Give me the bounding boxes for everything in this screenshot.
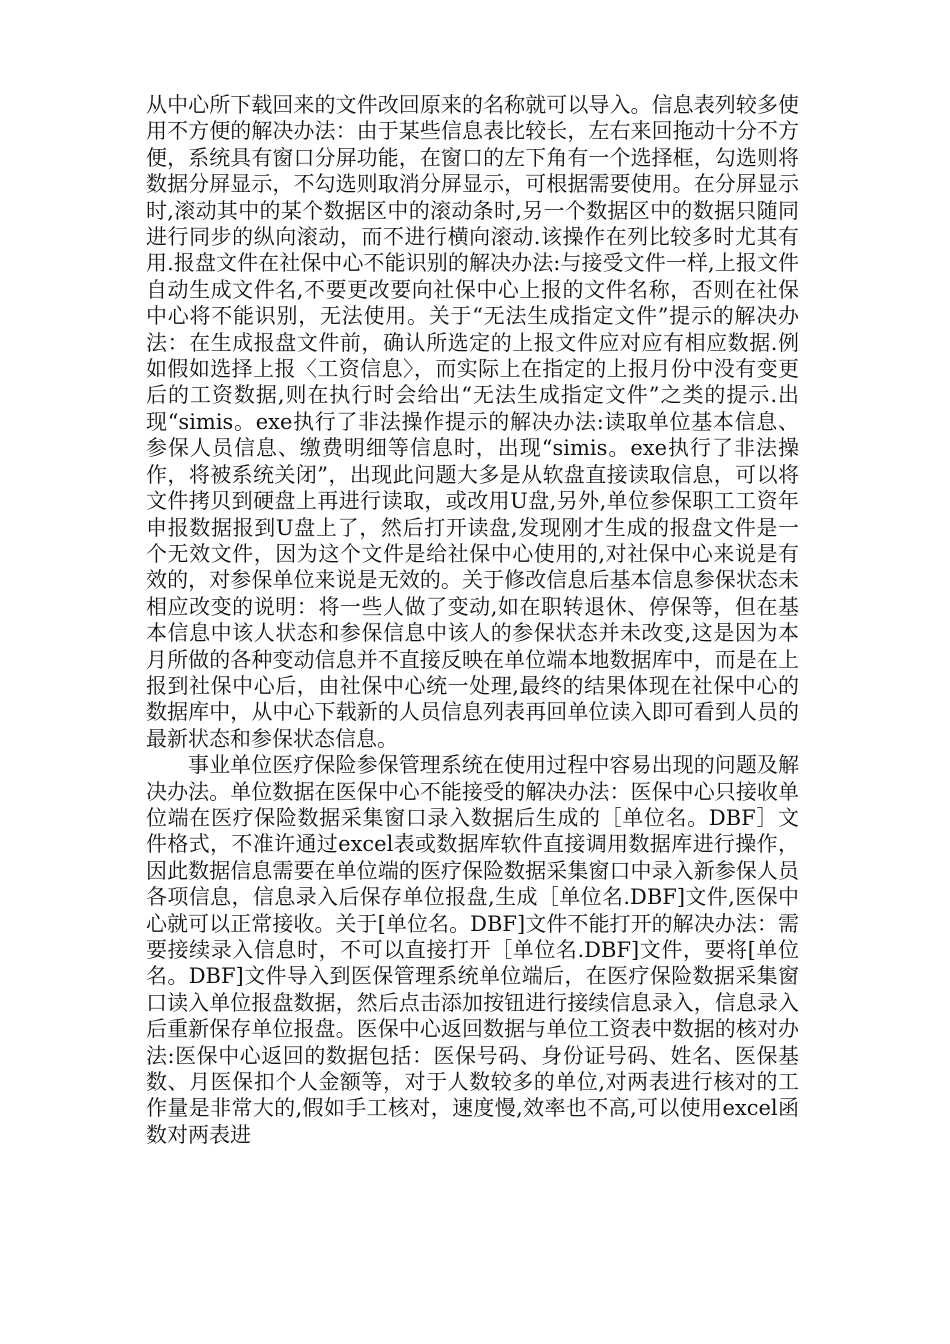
document-body <box>146 92 799 1148</box>
paragraph-medical-insurance: 事业单位医疗保险参保管理系统在使用过程中容易出现的问题及解决办法。单位数据在医保中心不能接受的解决办法：医保中心只接收单位端在医疗保险数据采集窗口录入数据后生成的［单位名。DBF］文件格式，不准许通过excel表或数据库软件直接调用数据库进行操作，因此数据信息需要在单位端的医疗保险数据采集窗口中录入新参保人员各项信息，信息录入后保存单位报盘,生成［单位名.DBF]文件,医保中心就可以正常接收。关于[单位名。DBF]文件不能打开的解决办法：需要接续录入信息时，不可以直接打开［单位名.DBF]文件，要将[单位名。DBF]文件导入到医保管理系统单位端后，在医疗保险数据采集窗口读入单位报盘数据，然后点击添加按钮进行接续信息录入，信息录入后重新保存单位报盘。医保中心返回数据与单位工资表中数据的核对办法:医保中心返回的数据包括：医保号码、身份证号码、姓名、医保基数、月医保扣个人金额等，对于人数较多的单位,对两表进行核对的工作量是非常大的,假如手工核对，速度慢,效率也不高,可以使用excel函数对两表进 <box>146 753 799 1147</box>
paragraph-social-insurance: 从中心所下载回来的文件改回原来的名称就可以导入。信息表列较多使用不方便的解决办法：由于某些信息表比较长，左右来回拖动十分不方便，系统具有窗口分屏功能，在窗口的左下角有一个选择框，勾选则将数据分屏显示，不勾选则取消分屏显示，可根据需要使用。在分屏显示时,滚动其中的某个数据区中的滚动条时,另一个数据区中的数据只随同进行同步的纵向滚动，而不进行横向滚动.该操作在列比较多时尤其有用.报盘文件在社保中心不能识别的解决办法:与接受文件一样,上报文件自动生成文件名,不要更改要向社保中心上报的文件名称，否则在社保中心将不能识别，无法使用。关于“无法生成指定文件”提示的解决办法：在生成报盘文件前，确认所选定的上报文件应对应有相应数据.例如假如选择上报〈工资信息〉，而实际上在指定的上报月份中没有变更后的工资数据,则在执行时会给出“无法生成指定文件”之类的提示.出现“simis。exe执行了非法操作提示的解决办法:读取单位基本信息、参保人员信息、缴费明细等信息时，出现“simis。exe执行了非法操作，将被系统关闭”，出现此问题大多是从软盘直接读取信息，可以将文件拷贝到硬盘上再进行读取，或改用U盘,另外,单位参保职工工资年申报数据报到U盘上了，然后打开读盘,发现刚才生成的报盘文件是一个无效文件，因为这个文件是给社保中心使用的,对社保中心来说是有效的，对参保单位来说是无效的。关于修改信息后基本信息参保状态未相应改变的说明：将一些人做了变动,如在职转退休、停保等，但在基本信息中该人状态和参保信息中该人的参保状态并未改变,这是因为本月所做的各种变动信息并不直接反映在单位端本地数据库中，而是在上报到社保中心后，由社保中心统一处理,最终的结果体现在社保中心的数据库中，从中心下载新的人员信息列表再回单位读入即可看到人员的最新状态和参保状态信息。 <box>146 93 799 751</box>
